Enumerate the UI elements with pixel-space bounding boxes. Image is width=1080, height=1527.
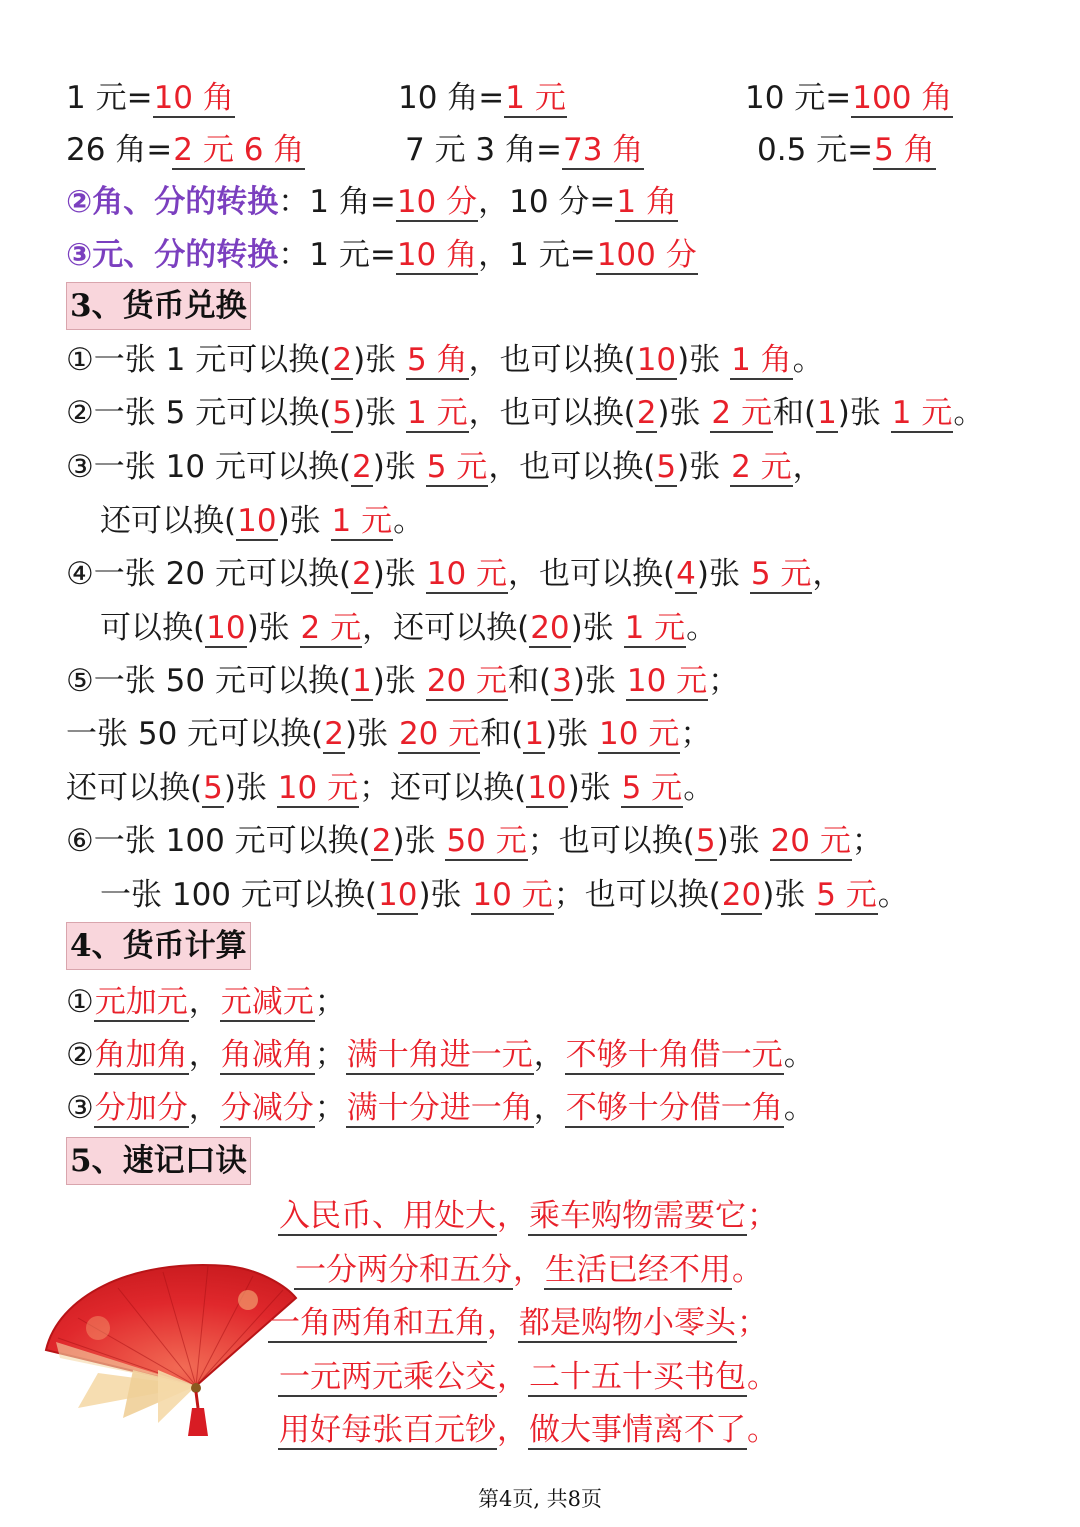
answer-blank: 满十角进一元 xyxy=(346,1037,533,1073)
answer-blank: 1 元 xyxy=(407,395,468,431)
exchange-line xyxy=(100,608,717,648)
poem-phrase: 生活已经不用 xyxy=(545,1252,731,1288)
exchange-line xyxy=(66,661,739,701)
answer-blank: 元加元 xyxy=(94,984,188,1020)
answer-blank: 10 xyxy=(377,877,418,913)
answer-blank: 5 元 xyxy=(816,877,877,913)
conv-2-2: 7 元 3 角=73 角 xyxy=(405,132,644,168)
answer-blank: 角加角 xyxy=(94,1037,188,1073)
poem-phrase: 一角两角和五角 xyxy=(269,1305,486,1341)
poem-phrase: 都是购物小零头 xyxy=(519,1305,736,1341)
line-text: ，也可以换( xyxy=(468,342,636,378)
calc-rule xyxy=(66,1088,815,1128)
line-text: )张 xyxy=(657,395,711,431)
conv-1-2: 10 角=1 元 xyxy=(398,80,566,116)
line-text: )张 xyxy=(418,877,472,913)
line-text: ，也可以换( xyxy=(468,395,636,431)
line-text: ；也可以换( xyxy=(553,877,721,913)
line-text: 。 xyxy=(393,503,425,539)
exchange-line xyxy=(100,875,909,915)
punctuation: ， xyxy=(487,1305,518,1341)
line-text: )张 xyxy=(572,663,626,699)
answer-blank: 2 xyxy=(324,716,344,752)
poem-phrase: 二十五十买书包 xyxy=(529,1359,746,1395)
answer-blank: 10 xyxy=(636,342,677,378)
answer-blank: 满十分进一角 xyxy=(346,1090,533,1126)
answer-blank: 5 xyxy=(332,395,353,431)
punctuation: 。 xyxy=(732,1252,763,1288)
line-text: 和( xyxy=(480,716,524,752)
answer-blank: 2 xyxy=(371,823,392,859)
exchange-line xyxy=(100,501,424,541)
line-text: 和( xyxy=(772,395,817,431)
line-text: )张 xyxy=(246,610,300,646)
line-text: )张 xyxy=(353,395,407,431)
poem-phrase: 做大事情离不了 xyxy=(529,1412,746,1448)
section-4-heading: 4、货币计算 xyxy=(66,922,251,970)
line-text: )张 xyxy=(762,877,816,913)
line-text: ，也可以换( xyxy=(488,449,656,485)
punctuation: 。 xyxy=(747,1412,778,1448)
answer-blank: 2 xyxy=(352,556,372,592)
line-text: ， xyxy=(533,1037,565,1073)
answer-blank: 10 元 xyxy=(599,716,680,752)
answer-blank: 10 元 xyxy=(472,877,553,913)
line-text: ， xyxy=(812,556,844,592)
line-text: ②一张 5 元可以换( xyxy=(66,395,332,431)
answer-blank: 1 角 xyxy=(731,342,792,378)
line-text: ⑥一张 100 元可以换( xyxy=(66,823,371,859)
section-3-heading: 3、货币兑换 xyxy=(66,282,251,330)
line-text: )张 xyxy=(716,823,770,859)
punctuation: 。 xyxy=(747,1359,778,1395)
answer-blank: 角减角 xyxy=(220,1037,314,1073)
poem-phrase: 乘车购物需要它 xyxy=(529,1198,746,1234)
line-text: )张 xyxy=(344,716,398,752)
line-text: ③ xyxy=(66,1090,94,1126)
exchange-line xyxy=(66,714,711,754)
line-text: ② xyxy=(66,1037,94,1073)
answer-blank: 4 xyxy=(676,556,696,592)
folding-fan-icon xyxy=(38,1258,300,1443)
line-text: 一张 50 元可以换( xyxy=(66,716,324,752)
line-text: ， xyxy=(533,1090,565,1126)
line-text: ⑤一张 50 元可以换( xyxy=(66,663,352,699)
answer-blank: 10 元 xyxy=(426,556,508,592)
poem-phrase: 一分两分和五分 xyxy=(295,1252,512,1288)
line-text: ； xyxy=(314,984,346,1020)
line-text: ； xyxy=(314,1090,346,1126)
line-text: )张 xyxy=(696,556,750,592)
poem-phrase: 一元两元乘公交 xyxy=(279,1359,496,1395)
line-text: ，也可以换( xyxy=(508,556,676,592)
answer-blank: 20 xyxy=(721,877,762,913)
line-text: ， xyxy=(188,984,220,1020)
line-text: )张 xyxy=(372,556,426,592)
exchange-line xyxy=(66,393,984,433)
line-text: ； xyxy=(708,663,740,699)
answer-blank: 3 xyxy=(552,663,572,699)
line-text: )张 xyxy=(372,449,426,485)
line-text: )张 xyxy=(223,770,277,806)
answer-blank: 10 xyxy=(237,503,277,539)
answer-blank: 1 元 xyxy=(891,395,953,431)
answer-blank: 2 xyxy=(352,449,372,485)
conv-2-3: 0.5 元=5 角 xyxy=(757,132,935,168)
answer-blank: 1 元 xyxy=(331,503,393,539)
line-text: )张 xyxy=(837,395,891,431)
answer-blank: 不够十分借一角 xyxy=(565,1090,783,1126)
jiao-fen-conversion: ②角、分的转换：1 角=10 分，10 分=1 角 xyxy=(66,184,677,220)
yuan-fen-conversion: ③元、分的转换：1 元=10 角，1 元=100 分 xyxy=(66,237,697,273)
line-text: )张 xyxy=(545,716,599,752)
page-footer: 第4页, 共8页 xyxy=(477,1487,603,1511)
line-text: )张 xyxy=(392,823,446,859)
calc-rule xyxy=(66,1035,815,1075)
poem-line xyxy=(268,1303,768,1343)
answer-blank: 5 元 xyxy=(750,556,812,592)
line-text: ①一张 1 元可以换( xyxy=(66,342,332,378)
answer-blank: 5 元 xyxy=(621,770,683,806)
poem-line xyxy=(278,1357,778,1397)
answer-blank: 2 元 xyxy=(300,610,362,646)
line-text: ， xyxy=(188,1037,220,1073)
line-text: )张 xyxy=(677,342,731,378)
line-text: 。 xyxy=(683,770,715,806)
line-text: 还可以换( xyxy=(100,503,237,539)
exchange-line xyxy=(66,447,824,487)
punctuation: ； xyxy=(737,1305,768,1341)
line-text: ；也可以换( xyxy=(527,823,695,859)
answer-blank: 5 xyxy=(656,449,677,485)
line-text: ；还可以换( xyxy=(359,770,527,806)
punctuation: ， xyxy=(497,1412,528,1448)
exchange-line xyxy=(66,821,883,861)
answer-blank: 元减元 xyxy=(220,984,314,1020)
answer-blank: 1 xyxy=(817,395,837,431)
answer-blank: 不够十角借一元 xyxy=(565,1037,783,1073)
conv-1-3: 10 元=100 角 xyxy=(745,80,953,116)
answer-blank: 5 角 xyxy=(407,342,468,378)
line-text: 和( xyxy=(508,663,552,699)
punctuation: ， xyxy=(497,1198,528,1234)
answer-blank: 5 元 xyxy=(426,449,488,485)
line-text: ； xyxy=(680,716,712,752)
answer-blank: 2 xyxy=(332,342,353,378)
answer-blank: 1 xyxy=(352,663,372,699)
poem-line xyxy=(278,1196,778,1236)
line-text: 一张 100 元可以换( xyxy=(100,877,377,913)
punctuation: ； xyxy=(747,1198,778,1234)
answer-blank: 20 元 xyxy=(770,823,851,859)
section-5-heading: 5、速记口诀 xyxy=(66,1137,251,1185)
line-text: ，还可以换( xyxy=(362,610,530,646)
line-text: ① xyxy=(66,984,94,1020)
answer-blank: 2 xyxy=(636,395,657,431)
answer-blank: 10 元 xyxy=(277,770,359,806)
answer-blank: 5 xyxy=(695,823,716,859)
conv-1-1: 1 元=10 角 xyxy=(66,80,234,116)
answer-blank: 20 xyxy=(530,610,570,646)
line-text: 。 xyxy=(953,395,985,431)
line-text: ， xyxy=(188,1090,220,1126)
line-text: )张 xyxy=(677,449,731,485)
line-text: ④一张 20 元可以换( xyxy=(66,556,352,592)
answer-blank: 20 元 xyxy=(398,716,480,752)
line-text: )张 xyxy=(567,770,621,806)
poem-line xyxy=(294,1250,763,1290)
answer-blank: 分减分 xyxy=(220,1090,314,1126)
line-text: ， xyxy=(792,449,824,485)
answer-blank: 10 元 xyxy=(626,663,708,699)
answer-blank: 10 xyxy=(206,610,246,646)
line-text: ； xyxy=(851,823,883,859)
line-text: )张 xyxy=(277,503,331,539)
line-text: 。 xyxy=(783,1090,815,1126)
punctuation: ， xyxy=(497,1359,528,1395)
line-text: 。 xyxy=(792,342,824,378)
exchange-line xyxy=(66,768,714,808)
answer-blank: 50 元 xyxy=(446,823,527,859)
answer-blank: 1 xyxy=(524,716,545,752)
line-text: ； xyxy=(314,1037,346,1073)
poem-phrase: 入民币、用处大 xyxy=(279,1198,496,1234)
line-text: 。 xyxy=(877,877,909,913)
line-text: ③一张 10 元可以换( xyxy=(66,449,352,485)
calc-rule xyxy=(66,982,346,1022)
answer-blank: 2 元 xyxy=(711,395,772,431)
answer-blank: 2 元 xyxy=(731,449,792,485)
exchange-line xyxy=(66,554,843,594)
line-text: 。 xyxy=(686,610,718,646)
answer-blank: 5 xyxy=(203,770,223,806)
answer-blank: 10 xyxy=(527,770,567,806)
line-text: )张 xyxy=(372,663,426,699)
answer-blank: 1 元 xyxy=(624,610,686,646)
line-text: )张 xyxy=(353,342,407,378)
line-text: 。 xyxy=(783,1037,815,1073)
conv-2-1: 26 角=2 元 6 角 xyxy=(66,132,305,168)
punctuation: ， xyxy=(513,1252,544,1288)
line-text: )张 xyxy=(570,610,624,646)
answer-blank: 分加分 xyxy=(94,1090,188,1126)
line-text: 还可以换( xyxy=(66,770,203,806)
line-text: 可以换( xyxy=(100,610,206,646)
exchange-line xyxy=(66,340,824,380)
answer-blank: 20 元 xyxy=(426,663,508,699)
poem-line xyxy=(278,1410,778,1450)
poem-phrase: 用好每张百元钞 xyxy=(279,1412,496,1448)
